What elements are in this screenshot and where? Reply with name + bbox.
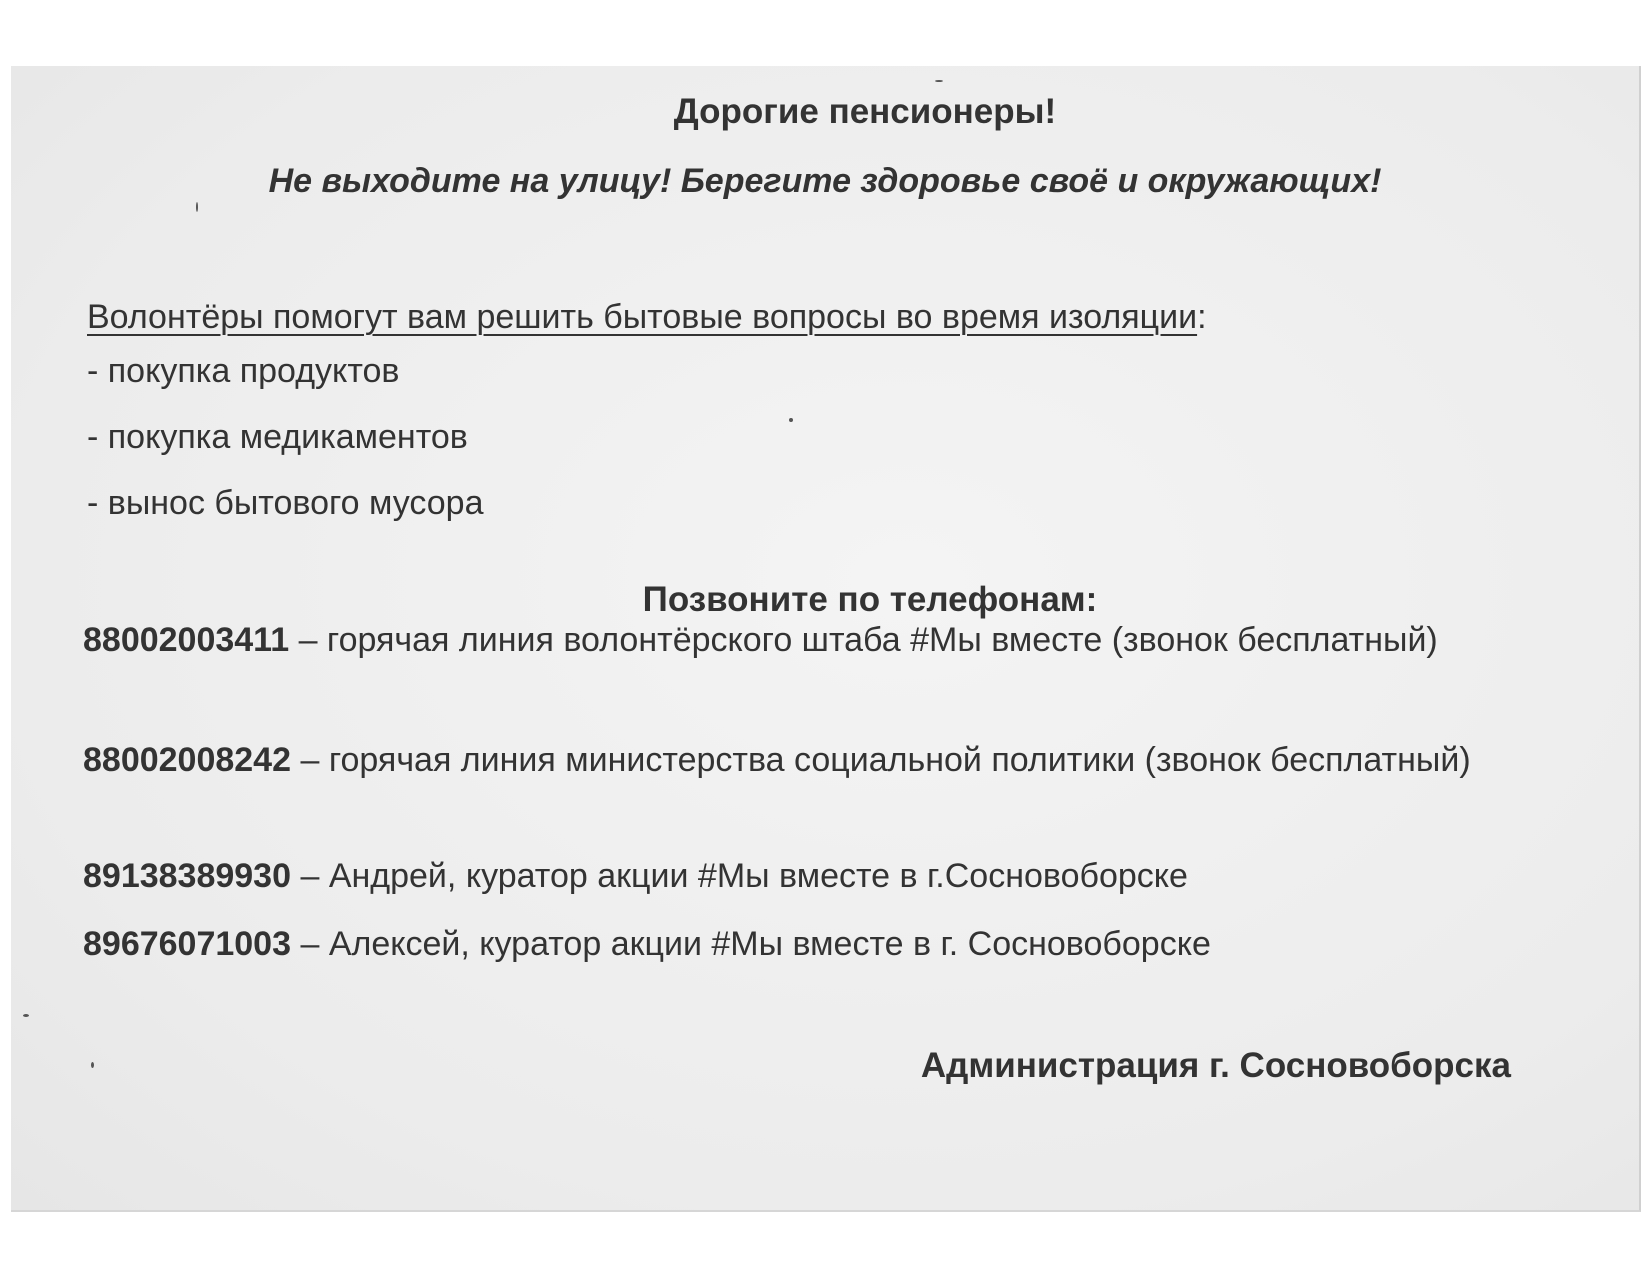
call-heading: Позвоните по телефонам: <box>642 580 1098 619</box>
service-item-trash: - вынос бытового мусора <box>87 484 484 522</box>
phone-number: 89138389930 <box>83 857 292 895</box>
page-title: Дорогие пенсионеры! <box>673 92 1057 131</box>
phone-entry-andrey <box>83 850 1523 902</box>
signature: Администрация г. Сосновоборска <box>920 1046 1511 1085</box>
scan-speck <box>91 1062 94 1068</box>
phone-description: – горячая линия министерства социальной политики (звонок бесплатный) <box>291 741 1471 779</box>
phone-description: – горячая линия волонтёрского штаба #Мы вместе (звонок бесплатный) <box>289 621 1438 659</box>
scan-speck <box>196 202 198 212</box>
service-item-medicine: - покупка медикаментов <box>87 418 468 456</box>
phone-entry-volunteer-hotline <box>83 614 1523 666</box>
phone-description: – Алексей, куратор акции #Мы вместе в г. Сосновоборске <box>291 925 1211 963</box>
scan-speck <box>23 1014 29 1017</box>
scanned-sheet <box>11 66 1641 1212</box>
phone-number: 88002003411 <box>83 621 290 659</box>
intro-underlined-text: Волонтёры помогут вам решить бытовые вопросы во время изоляции <box>87 298 1198 336</box>
phone-description: – Андрей, куратор акции #Мы вместе в г.Сосновоборске <box>291 857 1188 895</box>
scan-speck <box>789 418 793 422</box>
phone-number: 88002008242 <box>83 741 292 779</box>
phone-entry-aleksey <box>83 918 1523 970</box>
page-subtitle: Не выходите на улицу! Берегите здоровье своё и окружающих! <box>268 162 1382 200</box>
intro-suffix: : <box>1197 298 1207 336</box>
service-item-groceries: - покупка продуктов <box>87 352 400 390</box>
phone-entry-ministry-hotline <box>83 734 1523 786</box>
intro-line <box>87 298 1207 337</box>
scan-speck <box>935 80 943 82</box>
phone-number: 89676071003 <box>83 925 292 963</box>
